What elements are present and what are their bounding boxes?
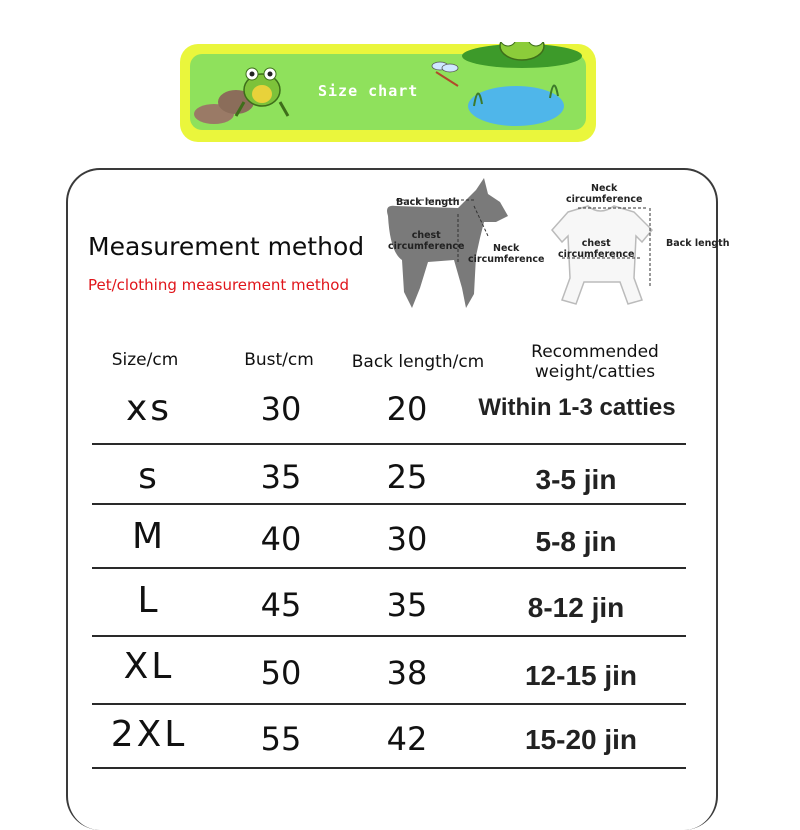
- weight-cell: 3-5 jin: [535, 464, 617, 495]
- bust-cell: 30: [260, 390, 302, 428]
- size-cell: xs: [125, 388, 173, 429]
- back-length-cell: 38: [386, 654, 428, 692]
- size-cell: M: [131, 516, 167, 557]
- row-divider: [92, 703, 686, 705]
- weight-cell: 12-15 jin: [524, 660, 638, 691]
- back-length-cell: 35: [386, 586, 428, 624]
- weight-cell: 8-12 jin: [527, 592, 625, 623]
- row-divider: [92, 635, 686, 637]
- row-divider: [92, 503, 686, 505]
- section-subheading: Pet/clothing measurement method: [88, 276, 349, 294]
- bust-cell: 40: [260, 520, 302, 558]
- bust-cell: 50: [260, 654, 302, 692]
- size-cell: 2XL: [110, 714, 188, 755]
- banner-title: Size chart: [318, 82, 419, 100]
- back-length-cell: 42: [386, 720, 428, 758]
- row-divider: [92, 443, 686, 445]
- dog-chest-label: chest circumference: [388, 230, 465, 252]
- back-length-cell: 25: [386, 458, 428, 496]
- size-cell: XL: [123, 646, 175, 687]
- bust-cell: 35: [260, 458, 302, 496]
- back-length-cell: 20: [386, 390, 428, 428]
- header-bust: Bust/cm: [244, 350, 314, 370]
- clothing-neck-label: Neck circumference: [566, 183, 643, 205]
- row-divider: [92, 767, 686, 769]
- size-cell: L: [137, 580, 161, 621]
- header-weight: Recommended weight/catties: [531, 342, 659, 382]
- row-divider: [92, 567, 686, 569]
- section-heading: Measurement method: [88, 232, 365, 261]
- header-back-length: Back length/cm: [351, 352, 485, 372]
- dog-neck-label: Neck circumference: [468, 243, 545, 265]
- weight-cell: Within 1-3 catties: [478, 394, 676, 421]
- size-cell: s: [138, 456, 160, 497]
- header-size: Size/cm: [111, 350, 179, 370]
- weight-cell: 15-20 jin: [524, 724, 638, 755]
- clothing-chest-label: chest circumference: [558, 238, 635, 260]
- dog-back-length-label: Back length: [396, 197, 460, 208]
- bust-cell: 45: [260, 586, 302, 624]
- back-length-cell: 30: [386, 520, 428, 558]
- bust-cell: 55: [260, 720, 302, 758]
- weight-cell: 5-8 jin: [535, 526, 617, 557]
- clothing-back-length-label: Back length: [666, 238, 730, 249]
